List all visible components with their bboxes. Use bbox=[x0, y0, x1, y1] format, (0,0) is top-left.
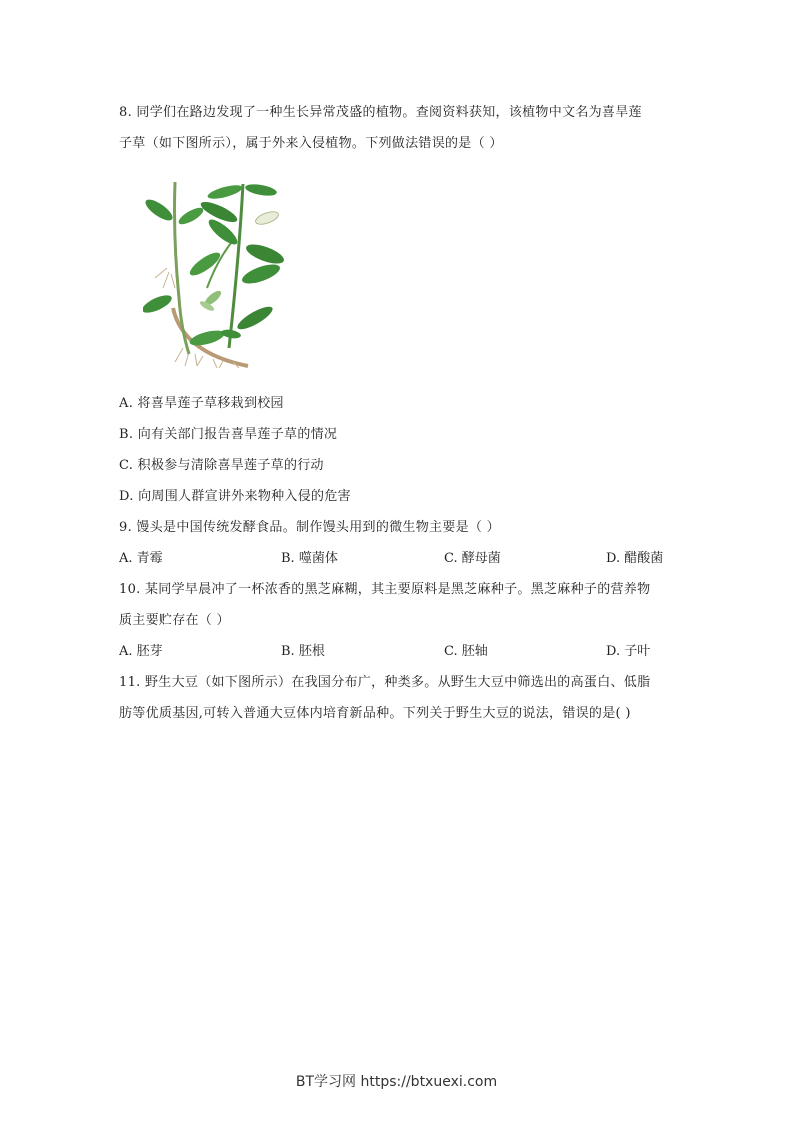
site-footer: BT学习网 https://btxuexi.com bbox=[295, 1074, 498, 1090]
q8-option-b: B. 向有关部门报告喜旱莲子草的情况 bbox=[119, 427, 338, 442]
q10-options bbox=[119, 643, 679, 661]
q10-stem-line2: 质主要贮存在（ ） bbox=[119, 613, 230, 628]
q8-option-d: D. 向周围人群宣讲外来物种入侵的危害 bbox=[119, 489, 351, 504]
q11-stem-line2: 肪等优质基因,可转入普通大豆体内培育新品种。下列关于野生大豆的说法，错误的是( ) bbox=[119, 706, 631, 721]
q9-option-d: D. 醋酸菌 bbox=[606, 551, 664, 566]
q9-option-c: C. 酵母菌 bbox=[444, 551, 501, 566]
q10-option-a: A. 胚芽 bbox=[119, 644, 163, 659]
q10-stem-line1: 10. 某同学早晨冲了一杯浓香的黑芝麻糊，其主要原料是黑芝麻种子。黑芝麻种子的营养物 bbox=[119, 582, 651, 597]
q8-stem-line1: 8. 同学们在路边发现了一种生长异常茂盛的植物。查阅资料获知，该植物中文名为喜旱莲 bbox=[119, 105, 642, 120]
q10-option-b: B. 胚根 bbox=[281, 644, 325, 659]
q9-options bbox=[119, 550, 679, 568]
plant-illustration bbox=[143, 178, 285, 368]
q8-option-a: A. 将喜旱莲子草移栽到校园 bbox=[119, 396, 284, 411]
q8-option-c: C. 积极参与清除喜旱莲子草的行动 bbox=[119, 458, 324, 473]
q11-stem-line1: 11. 野生大豆（如下图所示）在我国分布广，种类多。从野生大豆中筛选出的高蛋白、低脂 bbox=[119, 675, 651, 690]
q9-option-b: B. 噬菌体 bbox=[281, 551, 338, 566]
q9-option-a: A. 青霉 bbox=[119, 551, 163, 566]
q10-option-d: D. 子叶 bbox=[606, 644, 651, 659]
q8-stem-line2: 子草（如下图所示），属于外来入侵植物。下列做法错误的是（ ） bbox=[119, 136, 503, 151]
q10-option-c: C. 胚轴 bbox=[444, 644, 488, 659]
q9-stem: 9. 馒头是中国传统发酵食品。制作馒头用到的微生物主要是（ ） bbox=[119, 520, 500, 535]
